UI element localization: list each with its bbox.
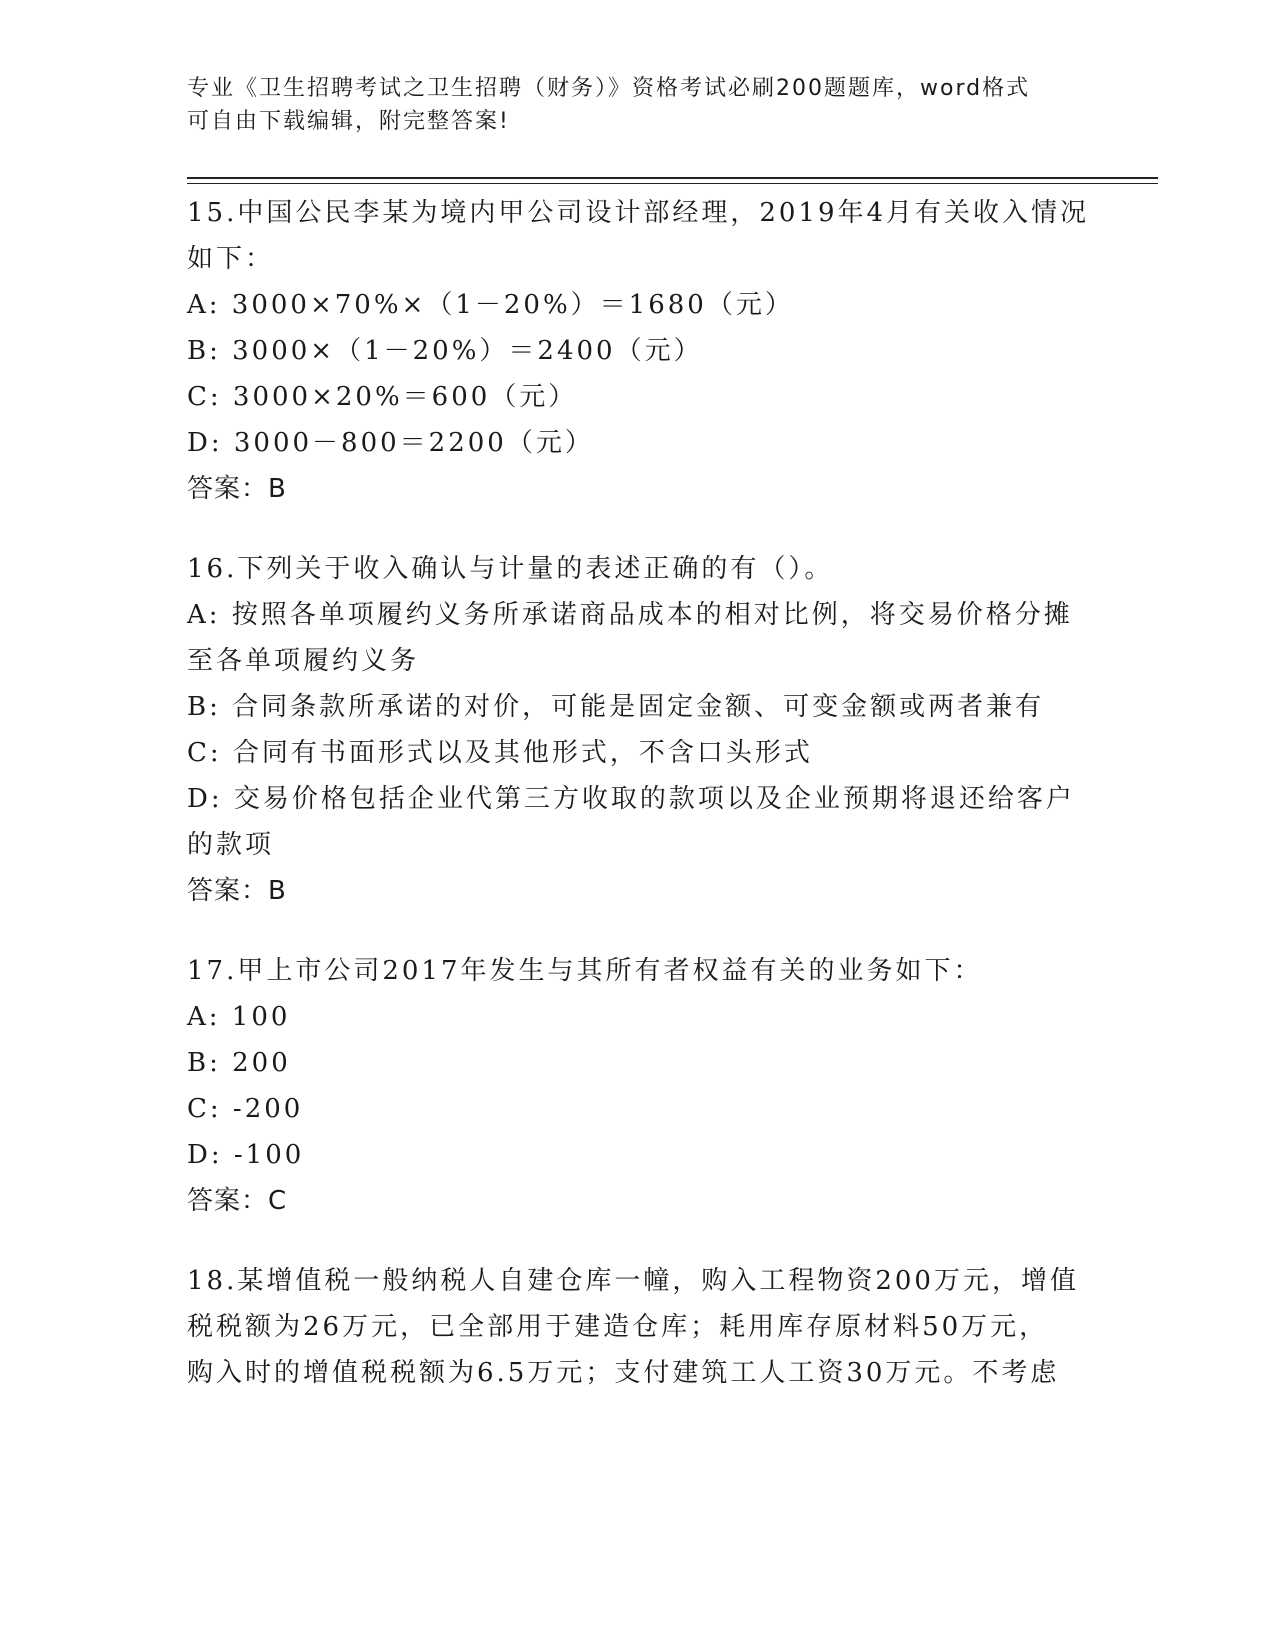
header-divider-thick: [187, 177, 1158, 179]
header-line-1: 专业《卫生招聘考试之卫生招聘（财务）》资格考试必刷200题题库，word格式: [187, 76, 1031, 101]
option-b: B: 合同条款所承诺的对价，可能是固定金额、可变金额或两者兼有: [187, 692, 1045, 722]
header-line-2: 可自由下载编辑，附完整答案!: [187, 109, 510, 134]
option-a: A: 3000×70%×（1－20%）＝1680（元）: [187, 290, 794, 320]
option-a-continued: 至各单项履约义务: [187, 646, 420, 676]
option-d: D: -100: [187, 1140, 305, 1170]
answer-label: 答案：C: [187, 1186, 288, 1216]
answer-label: 答案：B: [187, 474, 287, 504]
option-d: D: 3000－800＝2200（元）: [187, 428, 594, 458]
question-15: [187, 190, 1090, 512]
question-stem-line: 16.下列关于收入确认与计量的表述正确的有（）。: [187, 554, 834, 584]
question-list: [187, 190, 1090, 1430]
option-c: C: 合同有书面形式以及其他形式，不含口头形式: [187, 738, 813, 768]
option-b: B: 3000×（1－20%）＝2400（元）: [187, 336, 703, 366]
option-c: C: 3000×20%＝600（元）: [187, 382, 578, 412]
question-17: [187, 948, 1087, 1224]
option-d: D: 交易价格包括企业代第三方收取的款项以及企业预期将退还给客户: [187, 784, 1075, 814]
question-16: [187, 546, 1087, 914]
option-b: B: 200: [187, 1048, 291, 1078]
question-stem-line: 如下：: [187, 244, 275, 274]
option-a: A: 按照各单项履约义务所承诺商品成本的相对比例，将交易价格分摊: [187, 600, 1073, 630]
document-header: [187, 72, 1087, 138]
question-18: [187, 1258, 1087, 1396]
option-c: C: -200: [187, 1094, 304, 1124]
option-d-continued: 的款项: [187, 830, 275, 860]
option-a: A: 100: [187, 1002, 291, 1032]
question-stem-line: 税税额为26万元，已全部用于建造仓库；耗用库存原材料50万元，: [187, 1312, 1049, 1342]
question-stem-line: 购入时的增值税税额为6.5万元；支付建筑工人工资30万元。不考虑: [187, 1358, 1060, 1388]
answer-label: 答案：B: [187, 876, 287, 906]
question-stem-line: 18.某增值税一般纳税人自建仓库一幢，购入工程物资200万元，增值: [187, 1266, 1079, 1296]
header-divider-thin: [187, 183, 1158, 184]
question-stem-line: 17.甲上市公司2017年发生与其所有者权益有关的业务如下：: [187, 956, 983, 986]
question-stem-line: 15.中国公民李某为境内甲公司设计部经理，2019年4月有关收入情况: [187, 198, 1090, 228]
